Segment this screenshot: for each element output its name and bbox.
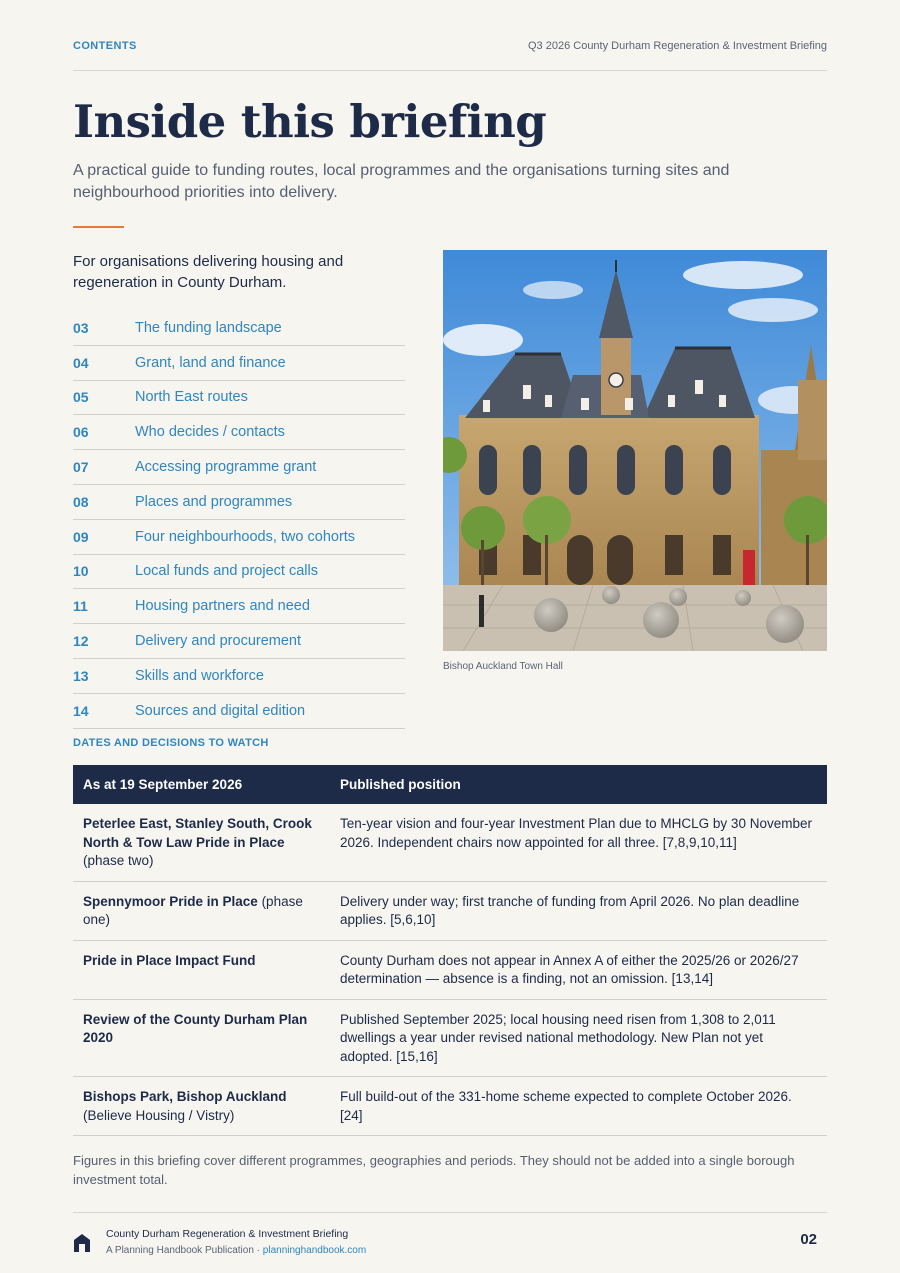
dates-section-label: DATES AND DECISIONS TO WATCH [73, 737, 269, 749]
toc-page-number: 08 [73, 493, 89, 510]
toc-page-number: 07 [73, 459, 89, 476]
table-of-contents [73, 311, 405, 729]
toc-label: North East routes [135, 389, 248, 406]
toc-item[interactable] [73, 694, 405, 729]
item-note: (phase two) [83, 853, 154, 868]
toc-item[interactable] [73, 659, 405, 694]
toc-item[interactable] [73, 346, 405, 381]
toc-page-number: 12 [73, 633, 89, 650]
toc-page-number: 05 [73, 389, 89, 406]
position-cell: Delivery under way; first tranche of funding from April 2026. No plan deadline applies. [5,6,10] [330, 881, 827, 940]
footer-publisher [106, 1245, 366, 1256]
photo-caption: Bishop Auckland Town Hall [443, 661, 563, 672]
toc-page-number: 04 [73, 354, 89, 371]
footer-publisher-text: A Planning Handbook Publication · [106, 1245, 263, 1256]
column-header: Published position [330, 765, 827, 804]
toc-page-number: 10 [73, 563, 89, 580]
toc-label: Grant, land and finance [135, 354, 286, 371]
item-cell [73, 881, 330, 940]
toc-label: Skills and workforce [135, 667, 264, 684]
toc-label: Delivery and procurement [135, 633, 302, 650]
toc-item[interactable] [73, 520, 405, 555]
publisher-logo-icon [73, 1233, 91, 1258]
toc-item[interactable] [73, 485, 405, 520]
toc-item[interactable] [73, 415, 405, 450]
table-header-row [73, 765, 827, 804]
item-note: (phase one) [83, 893, 303, 927]
town-hall-photo [443, 250, 827, 651]
item-cell [73, 1077, 330, 1136]
toc-label: Who decides / contacts [135, 424, 285, 441]
page-footer [73, 1212, 827, 1262]
item-name: Peterlee East, Stanley South, Crook North & Tow Law Pride in Place [83, 816, 312, 850]
section-label: CONTENTS [73, 40, 137, 52]
item-cell [73, 999, 330, 1077]
page-subtitle: A practical guide to funding routes, local programmes and the organisations turning sites and neighbourhood priorities into delivery. [73, 162, 730, 201]
column-header: As at 19 September 2026 [73, 765, 330, 804]
accent-divider [73, 226, 124, 228]
toc-page-number: 09 [73, 528, 89, 545]
position-cell: Ten-year vision and four-year Investment Plan due to MHCLG by 30 November 2026. Independent chairs now appointed for all three. [7,8,9,10,11] [330, 804, 827, 881]
item-cell [73, 804, 330, 881]
position-cell: County Durham does not appear in Annex A of either the 2025/26 or 2026/27 determination — absence is a finding, not an omission. [13,14] [330, 940, 827, 999]
position-cell: Full build-out of the 331-home scheme expected to complete October 2026. [24] [330, 1077, 827, 1136]
table-row [73, 940, 827, 999]
toc-item[interactable] [73, 311, 405, 346]
item-name: Pride in Place Impact Fund [83, 952, 256, 968]
table-row [73, 881, 827, 940]
toc-label: Places and programmes [135, 493, 293, 510]
table-row [73, 1077, 827, 1136]
table-row [73, 804, 827, 881]
toc-item[interactable] [73, 381, 405, 416]
footer-website-link[interactable]: planninghandbook.com [262, 1245, 367, 1256]
toc-item[interactable] [73, 624, 405, 659]
footer-publication: County Durham Regeneration & Investment Briefing [106, 1228, 349, 1240]
toc-page-number: 11 [73, 598, 88, 615]
dates-table [73, 765, 827, 1136]
item-name: Review of the County Durham Plan 2020 [83, 1011, 308, 1045]
page-number: 02 [800, 1231, 817, 1248]
toc-page-number: 13 [73, 667, 89, 684]
item-name: Bishops Park, Bishop Auckland [83, 1089, 287, 1104]
toc-page-number: 14 [73, 702, 89, 719]
table-row [73, 999, 827, 1077]
toc-label: The funding landscape [135, 319, 282, 336]
publication-title: Q3 2026 County Durham Regeneration & Investment Briefing [528, 40, 827, 52]
item-name: Spennymoor Pride in Place [83, 893, 258, 909]
toc-page-number: 06 [73, 424, 89, 441]
toc-label: Local funds and project calls [135, 563, 318, 580]
toc-item[interactable] [73, 450, 405, 485]
intro-text: For organisations delivering housing and regeneration in County Durham. [73, 253, 344, 291]
item-note: (Believe Housing / Vistry) [83, 1107, 235, 1123]
toc-label: Four neighbourhoods, two cohorts [135, 528, 356, 545]
toc-label: Accessing programme grant [135, 459, 317, 476]
toc-label: Sources and digital edition [135, 702, 306, 719]
toc-item[interactable] [73, 589, 405, 624]
page-header [73, 40, 827, 71]
toc-label: Housing partners and need [135, 598, 310, 615]
item-cell [73, 940, 330, 999]
toc-item[interactable] [73, 555, 405, 590]
page-title: Inside this briefing [73, 95, 547, 148]
footnote: Figures in this briefing cover different programmes, geographies and periods. They should not be added into a single borough investment total. [73, 1153, 795, 1187]
toc-page-number: 03 [73, 319, 89, 336]
position-cell: Published September 2025; local housing need risen from 1,308 to 2,011 dwellings a year under revised national methodology. New Plan not yet adopted. [15,16] [330, 999, 827, 1077]
